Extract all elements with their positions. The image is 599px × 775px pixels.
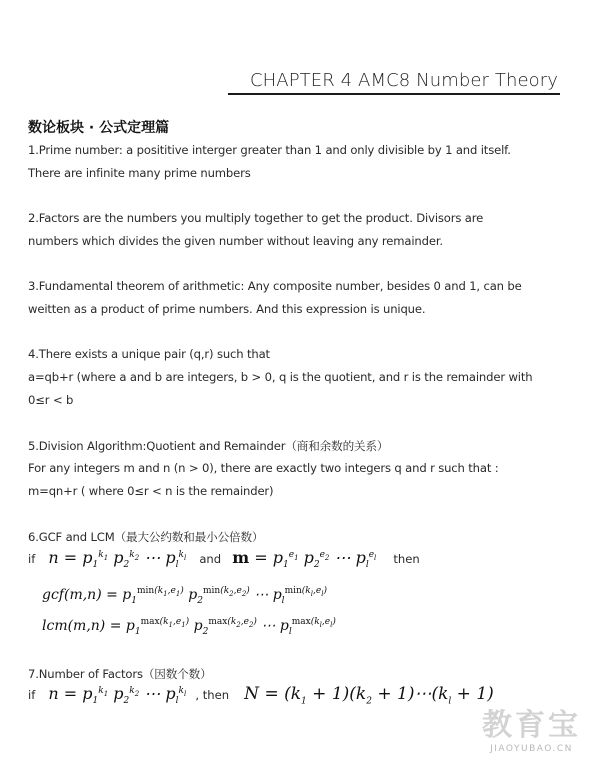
number-of-factors-formula: if $n = p_1^{k_1}$ $p_2^{k_2}$ ⋯ $p_l^{k_l}$ , then $N = (k_1 + 1)(k_2$ + $1)\cdots(k_l + 1)$ <box>28 684 494 707</box>
then-word: then <box>393 552 420 566</box>
if-word-2: if <box>28 688 36 702</box>
gcf-lcm-definition-formula: if $n = p_1^{k_1}$ $p_2^{k_2}$ ⋯ $p_l^{k_l}$ and $m = p_1^{e_1}$ $p_2^{e_2}$ ⋯ $p_l^{e_l}$ then <box>28 548 420 571</box>
item-6-heading: 6.GCF and LCM（最大公约数和最小公倍数） <box>28 530 264 544</box>
lcm-formula: $lcm(m,n) = p_1^{max(k_1,e_1)}$ $p_2^{max(k_2,e_2)}$ ⋯ $p_l^{max(k_l,e_l)}$ <box>42 617 336 637</box>
chapter-title-rule <box>228 93 560 95</box>
watermark-cn: 教育宝 <box>482 708 581 743</box>
item-3-line-1: 3.Fundamental theorem of arithmetic: Any composite number, besides 0 and 1, can be <box>28 279 522 293</box>
chapter-title: CHAPTER 4 AMC8 Number Theory <box>250 70 558 91</box>
watermark-logo <box>482 700 581 754</box>
item-4-line-1: 4.There exists a unique pair (q,r) such that <box>28 347 270 361</box>
then-comma: , then <box>195 688 230 702</box>
item-5-line-3: m=qn+r ( where 0≤r < n is the remainder) <box>28 484 274 498</box>
item-2-line-1: 2.Factors are the numbers you multiply together to get the product. Divisors are <box>28 211 484 225</box>
item-1-line-2: There are infinite many prime numbers <box>28 166 251 180</box>
and-word: and <box>199 552 222 566</box>
item-5-line-2: For any integers m and n (n > 0), there are exactly two integers q and r such that : <box>28 461 499 475</box>
item-4-line-2: a=qb+r (where a and b are integers, b > 0, q is the quotient, and r is the remainder with <box>28 370 533 384</box>
if-word: if <box>28 552 36 566</box>
watermark-en: JIAOYUBAO.CN <box>490 744 573 754</box>
section-title: 数论板块 · 公式定理篇 <box>28 120 170 136</box>
item-1-line-1: 1.Prime number: a posititive interger greater than 1 and only divisible by 1 and itself. <box>28 143 511 157</box>
item-7-heading: 7.Number of Factors（因数个数） <box>28 667 212 681</box>
gcf-label: gcf <box>42 587 64 603</box>
item-5-line-1: 5.Division Algorithm:Quotient and Remainder（商和余数的关系） <box>28 439 389 453</box>
gcf-formula: $gcf(m,n) = p_1^{min(k_1,e_1)}$ $p_2^{min(k_2,e_2)}$ ⋯ $p_l^{min(k_l,e_l)}$ <box>42 586 327 606</box>
item-2-line-2: numbers which divides the given number without leaving any remainder. <box>28 234 443 248</box>
lcm-label: lcm <box>42 618 68 634</box>
item-4-line-3: 0≤r < b <box>28 393 74 407</box>
item-3-line-2: weitten as a product of prime numbers. And this expression is unique. <box>28 302 426 316</box>
